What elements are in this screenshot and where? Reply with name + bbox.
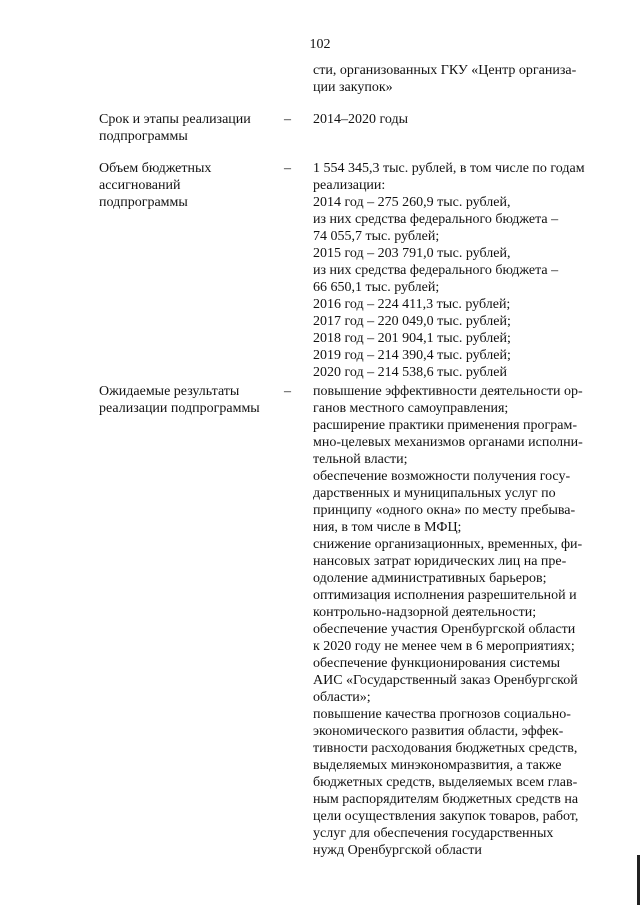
label-line: ассигнований [99, 178, 181, 193]
label-line: Срок и этапы реализации [99, 112, 251, 127]
value-line: 1 554 345,3 тыс. рублей, в том числе по годам [313, 161, 585, 176]
carryover-line: ции закупок» [313, 80, 393, 95]
value-line: 2018 год – 201 904,1 тыс. рублей; [313, 331, 511, 346]
value-line: из них средства федерального бюджета – [313, 263, 559, 278]
value-line: 66 650,1 тыс. рублей; [313, 280, 440, 295]
row-label-budget [99, 160, 279, 211]
value-line: ным распорядителям бюджетных средств на [313, 792, 579, 807]
value-line: ния, в том числе в МФЦ; [313, 520, 462, 535]
value-line: 2014–2020 годы [313, 112, 409, 127]
value-line: тивности расходования бюджетных средств, [313, 741, 578, 756]
value-line: повышение эффективности деятельности ор- [313, 384, 583, 399]
row-value-budget [313, 160, 603, 381]
row-dash: – [284, 112, 291, 127]
row-value-term [313, 111, 603, 128]
value-line: выделяемых минэкономразвития, а также [313, 758, 562, 773]
value-line: снижение организационных, временных, фи- [313, 537, 583, 552]
row-dash: – [284, 161, 291, 176]
carryover-text [313, 62, 603, 96]
value-line: 2016 год – 224 411,3 тыс. рублей; [313, 297, 511, 312]
value-line: контрольно-надзорной деятельности; [313, 605, 537, 620]
value-line: 2014 год – 275 260,9 тыс. рублей, [313, 195, 511, 210]
row-label-term [99, 111, 279, 145]
label-line: подпрограммы [99, 129, 188, 144]
value-line: 74 055,7 тыс. рублей; [313, 229, 440, 244]
value-line: расширение практики применения програм- [313, 418, 577, 433]
label-line: реализации подпрограммы [99, 401, 260, 416]
value-line: 2017 год – 220 049,0 тыс. рублей; [313, 314, 511, 329]
page-number: 102 [309, 37, 331, 52]
value-line: оптимизация исполнения разрешительной и [313, 588, 577, 603]
value-line: из них средства федерального бюджета – [313, 212, 559, 227]
value-line: ганов местного самоуправления; [313, 401, 509, 416]
value-line: мно-целевых механизмов органами исполни- [313, 435, 583, 450]
value-line: обеспечение функционирования системы [313, 656, 561, 671]
label-line: подпрограммы [99, 195, 188, 210]
value-line: повышение качества прогнозов социально- [313, 707, 571, 722]
value-line: цели осуществления закупок товаров, работ, [313, 809, 579, 824]
row-dash: – [284, 384, 291, 399]
value-line: реализации: [313, 178, 386, 193]
value-line: бюджетных средств, выделяемых всем глав- [313, 775, 578, 790]
row-label-results [99, 383, 279, 417]
value-line: нужд Оренбургской области [313, 843, 482, 858]
value-line: экономического развития области, эффек- [313, 724, 564, 739]
value-line: принципу «одного окна» по месту пребыва- [313, 503, 576, 518]
value-line: к 2020 году не менее чем в 6 мероприятиях; [313, 639, 575, 654]
value-line: услуг для обеспечения государственных [313, 826, 554, 841]
value-line: тельной власти; [313, 452, 408, 467]
value-line: дарственных и муниципальных услуг по [313, 486, 556, 501]
label-line: Ожидаемые результаты [99, 384, 240, 399]
value-line: 2015 год – 203 791,0 тыс. рублей, [313, 246, 511, 261]
value-line: АИС «Государственный заказ Оренбургской [313, 673, 578, 688]
value-line: нансовых затрат юридических лиц на пре- [313, 554, 567, 569]
value-line: одоление административных барьеров; [313, 571, 547, 586]
carryover-line: сти, организованных ГКУ «Центр организа- [313, 63, 577, 78]
row-value-results [313, 383, 603, 859]
label-line: Объем бюджетных [99, 161, 212, 176]
value-line: обеспечение участия Оренбургской области [313, 622, 576, 637]
value-line: 2020 год – 214 538,6 тыс. рублей [313, 365, 507, 380]
value-line: 2019 год – 214 390,4 тыс. рублей; [313, 348, 511, 363]
value-line: обеспечение возможности получения госу- [313, 469, 571, 484]
value-line: области»; [313, 690, 371, 705]
